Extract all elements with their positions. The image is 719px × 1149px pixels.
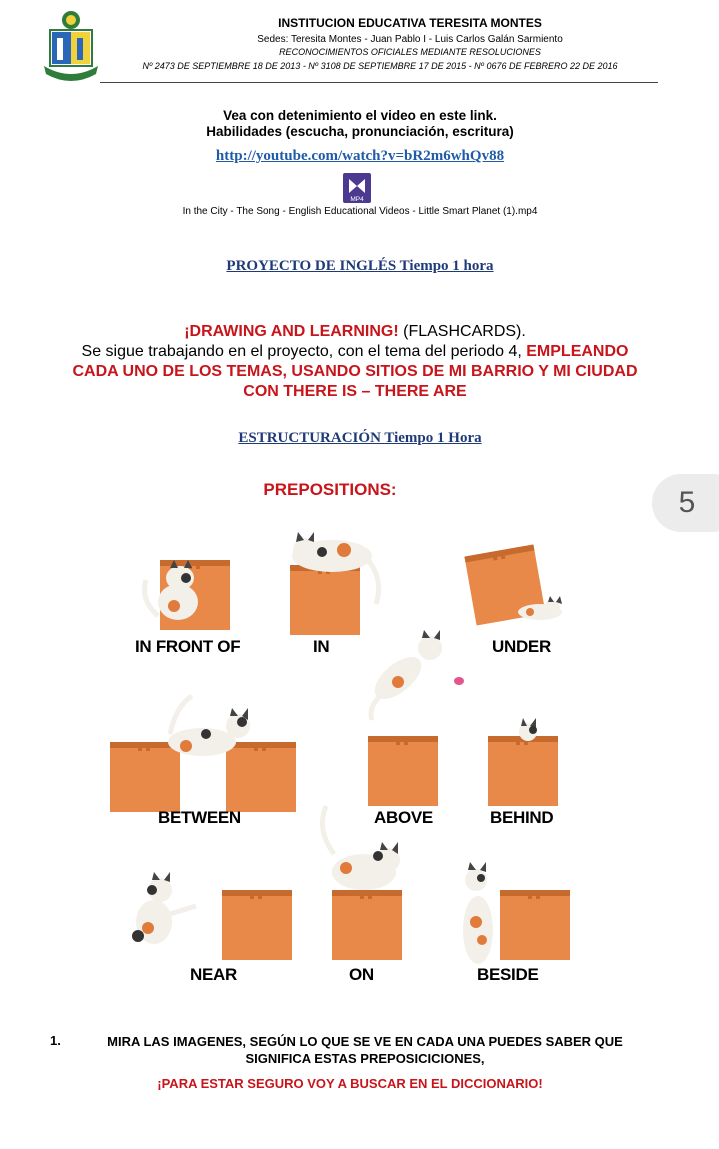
structuring-heading: ESTRUCTURACIÓN Tiempo 1 Hora [238, 430, 482, 446]
drawing-line-4: CON THERE IS – THERE ARE [243, 383, 467, 400]
label-beside: BESIDE [477, 965, 539, 984]
institution-sedes: Sedes: Teresita Montes - Juan Pablo I - Luis Carlos Galán Sarmiento [257, 34, 563, 45]
video-link[interactable]: http://youtube.com/watch?v=bR2m6whQv88 [215, 148, 505, 164]
video-file-name[interactable]: In the City - The Song - English Educational Videos - Little Smart Planet (1).mp4 [182, 206, 538, 217]
cat-beside [463, 862, 493, 964]
drawing-line-2 [40, 342, 670, 362]
project-heading: PROYECTO DE INGLÉS Tiempo 1 hora [226, 258, 494, 274]
box-on [332, 890, 402, 960]
prepositions-title: PREPOSITIONS: [263, 480, 397, 499]
box-between-right [226, 742, 296, 812]
institution-resolutions: Nº 2473 DE SEPTIEMBRE 18 DE 2013 - Nº 3108 DE SEPTIEMBRE 17 DE 2015 - Nº 0676 DE FEBRERO 22 DE 2016 [142, 61, 618, 71]
dictionary-note: ¡PARA ESTAR SEGURO VOY A BUSCAR EN EL DICCIONARIO! [157, 1076, 543, 1091]
mp4-badge-text: MP4 [350, 196, 364, 203]
box-beside [500, 890, 570, 960]
drawing-line-2-red: EMPLEANDO [526, 343, 629, 360]
drawing-title-line [40, 322, 670, 342]
school-logo [42, 8, 100, 84]
instruction-line-2: Habilidades (escucha, pronunciación, escritura) [206, 124, 514, 139]
label-behind: BEHIND [490, 808, 554, 827]
label-above: ABOVE [374, 808, 433, 827]
label-between: BETWEEN [158, 808, 241, 827]
question-line-1: MIRA LAS IMAGENES, SEGÚN LO QUE SE VE EN CADA UNA PUEDES SABER QUE [107, 1034, 623, 1049]
label-in-front-of: IN FRONT OF [135, 637, 241, 656]
drawing-title: ¡DRAWING AND LEARNING! [184, 323, 399, 340]
box-above [368, 736, 438, 806]
label-in: IN [313, 637, 330, 656]
mp4-file-icon[interactable] [343, 173, 371, 203]
drawing-title-suffix: (FLASHCARDS). [398, 323, 526, 340]
question-line-2: SIGNIFICA ESTAS PREPOSICICIONES, [245, 1051, 485, 1066]
label-under: UNDER [492, 637, 551, 656]
drawing-section [40, 322, 670, 402]
institution-name: INSTITUCION EDUCATIVA TERESITA MONTES [278, 16, 542, 30]
page-number: 5 [678, 486, 696, 519]
cat-near [132, 872, 196, 944]
drawing-line-2-plain: Se sigue trabajando en el proyecto, con el tema del periodo 4, [81, 343, 527, 360]
question-text [50, 1033, 680, 1067]
drawing-line-3: CADA UNO DE LOS TEMAS, USANDO SITIOS DE MI BARRIO Y MI CIUDAD [72, 363, 638, 380]
box-behind [488, 736, 558, 806]
institution-recognition: RECONOCIMIENTOS OFICIALES MEDIANTE RESOLUCIONES [279, 47, 541, 57]
instruction-line-1: Vea con detenimiento el video en este link. [223, 108, 497, 123]
label-near: NEAR [190, 965, 237, 984]
header-divider [100, 82, 658, 83]
cat-above [368, 630, 464, 720]
prepositions-illustration [0, 520, 719, 1000]
box-between-left [110, 742, 180, 812]
label-on: ON [349, 965, 374, 984]
box-in [290, 565, 360, 635]
cat-behind [519, 718, 537, 741]
box-near [222, 890, 292, 960]
question-number: 1. [50, 1033, 61, 1048]
